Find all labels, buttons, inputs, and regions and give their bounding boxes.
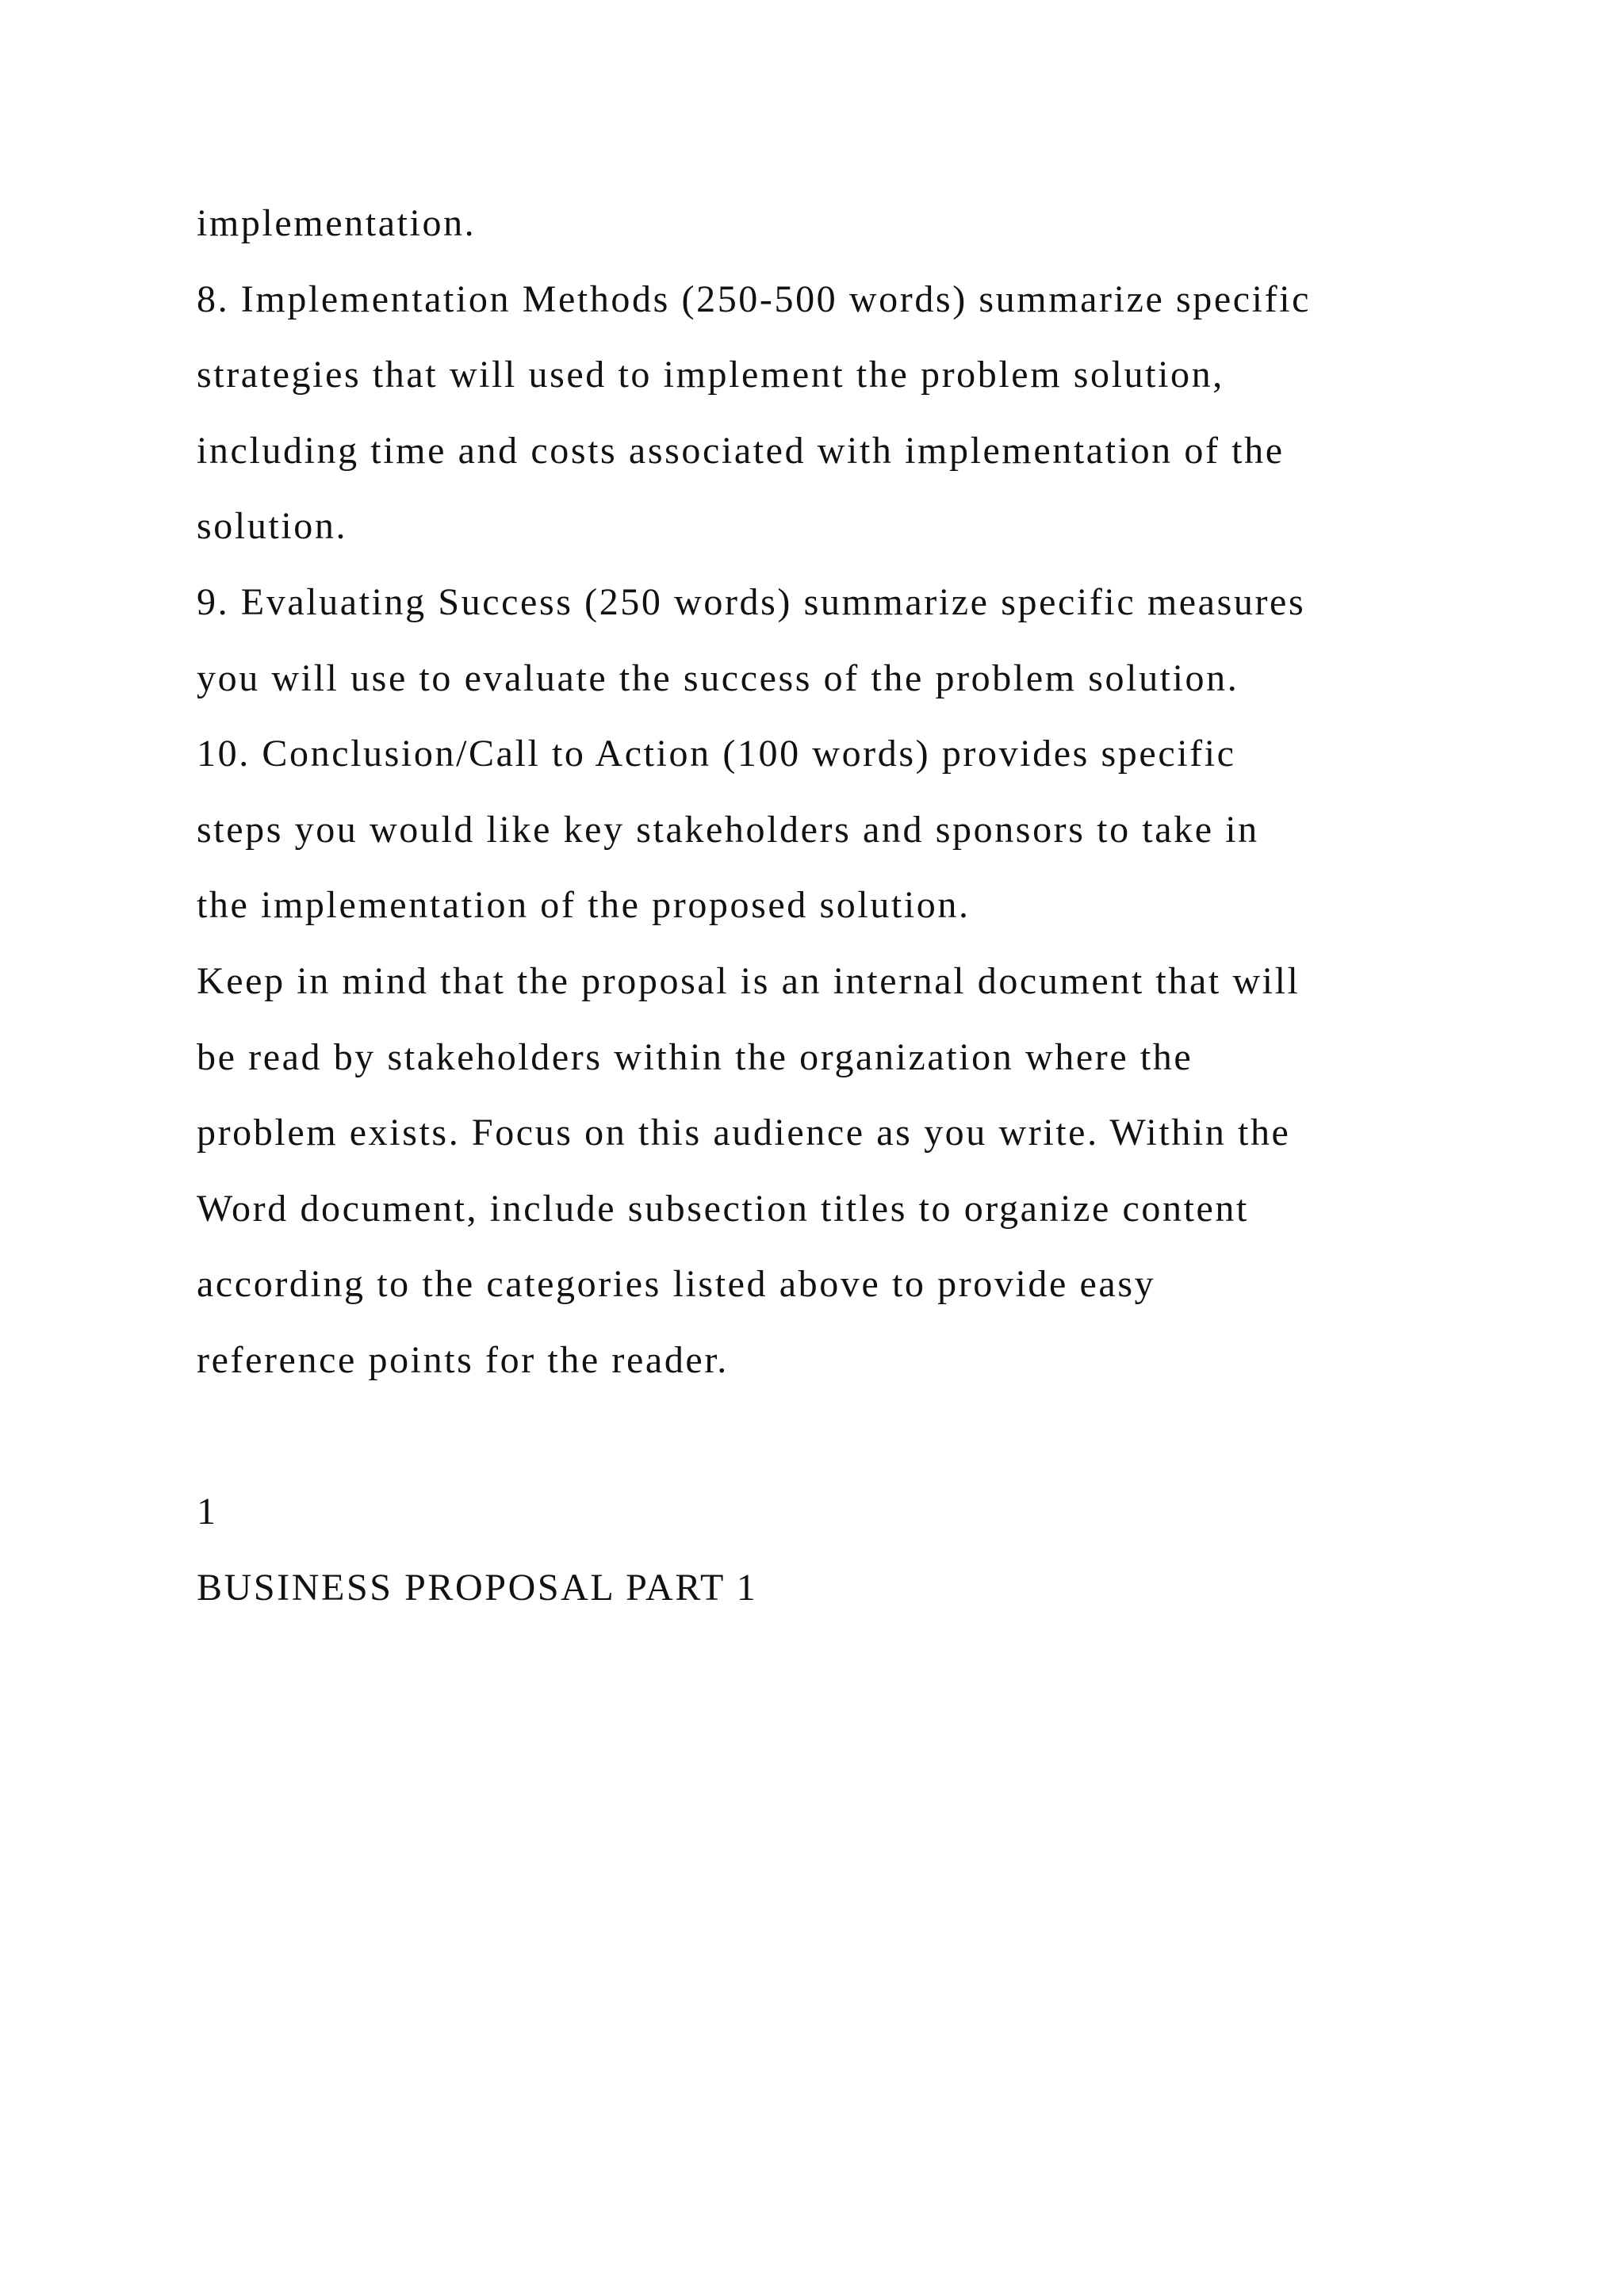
text-line: Keep in mind that the proposal is an internal document that will (197, 959, 1300, 1002)
blank-line (197, 1402, 1465, 1478)
text-line: solution. (197, 505, 348, 548)
text-line: strategies that will used to implement the problem solution, (197, 354, 1224, 396)
text-line: you will use to evaluate the success of the problem solution. (197, 656, 1239, 699)
text-line: problem exists. Focus on this audience as you write. Within the (197, 1112, 1291, 1154)
text-line: the implementation of the proposed solution. (197, 884, 971, 927)
page-number: 1 (197, 1490, 218, 1533)
text-line: implementation. (197, 202, 477, 244)
running-head: BUSINESS PROPOSAL PART 1 (197, 1566, 758, 1609)
text-line: steps you would like key stakeholders and sponsors to take in (197, 808, 1259, 851)
document-body (197, 189, 1465, 1628)
text-line: reference points for the reader. (197, 1338, 729, 1381)
text-line: Word document, include subsection titles to organize content (197, 1187, 1249, 1230)
text-line: 10. Conclusion/Call to Action (100 words) provides specific (197, 733, 1236, 775)
text-line: including time and costs associated with implementation of the (197, 429, 1285, 472)
text-line: 8. Implementation Methods (250-500 words) summarize specific (197, 277, 1312, 320)
text-line: 9. Evaluating Success (250 words) summarize specific measures (197, 580, 1306, 623)
text-line: be read by stakeholders within the organization where the (197, 1035, 1193, 1078)
text-line: according to the categories listed above to provide easy (197, 1263, 1156, 1306)
